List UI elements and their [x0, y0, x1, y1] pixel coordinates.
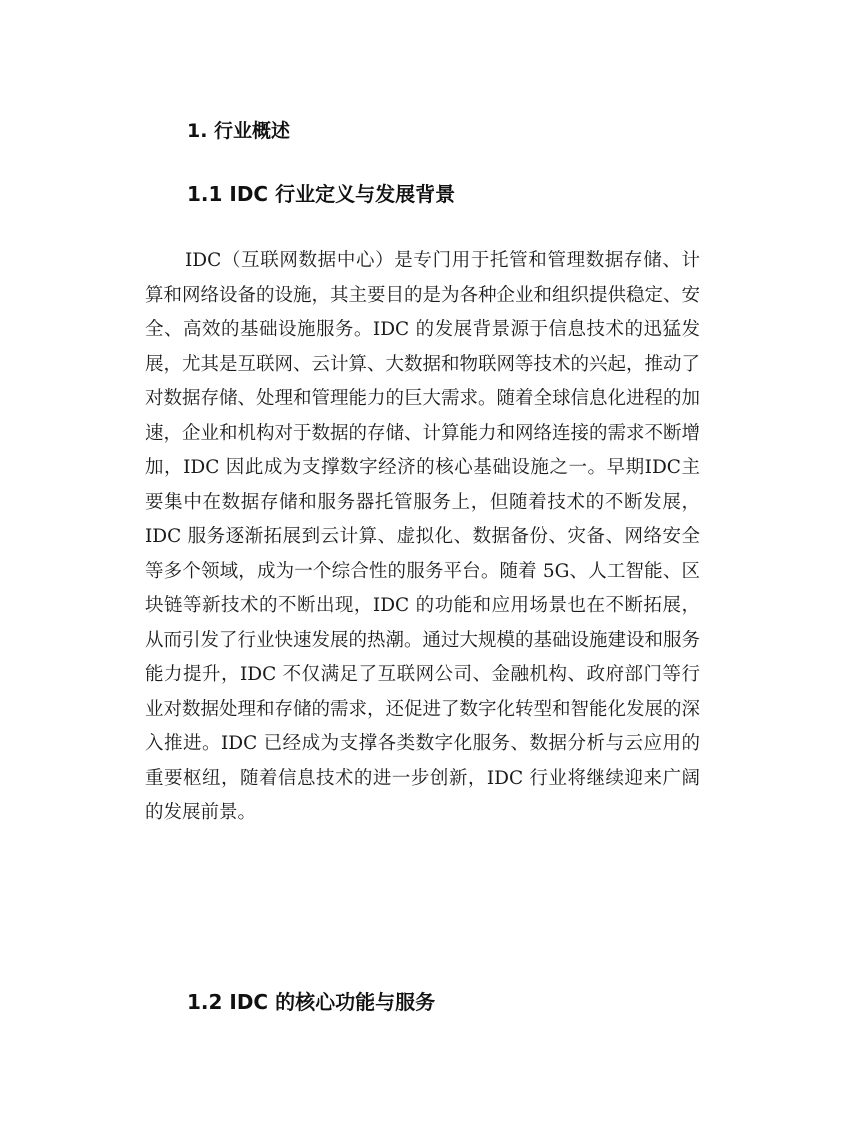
body-paragraph: IDC（互联网数据中心）是专门用于托管和管理数据存储、计算和网络设备的设施，其主要目的是为各种企业和组织提供稳定、安全、高效的基础设施服务。IDC 的发展背景源于信息技术的迅猛发展，尤其是互联网、云计算、大数据和物联网等技术的兴起，推动了对数据存储、处理和管理能力的巨大需求。随着全球信息化进程的加速，企业和机构对于数据的存储、计算能力和网络连接的需求不断增加，IDC 因此成为支撑数字经济的核心基础设施之一。早期IDC主要集中在数据存储和服务器托管服务上，但随着技术的不断发展，IDC 服务逐渐拓展到云计算、虚拟化、数据备份、灾备、网络安全等多个领域，成为一个综合性的服务平台。随着 5G、人工智能、区块链等新技术的不断出现，IDC 的功能和应用场景也在不断拓展，从而引发了行业快速发展的热潮。通过大规模的基础设施建设和服务能力提升，IDC 不仅满足了互联网公司、金融机构、政府部门等行业对数据处理和存储的需求，还促进了数字化转型和智能化发展的深入推进。IDC 已经成为支撑各类数字化服务、数据分析与云应用的重要枢纽，随着信息技术的进一步创新，IDC 行业将继续迎来广阔的发展前景。 [145, 250, 701, 823]
section-title: 1. 行业概述 [187, 120, 291, 142]
subsection-title-1-1: 1.1 IDC 行业定义与发展背景 [187, 182, 456, 206]
subsection-title-1-2: 1.2 IDC 的核心功能与服务 [187, 990, 436, 1014]
